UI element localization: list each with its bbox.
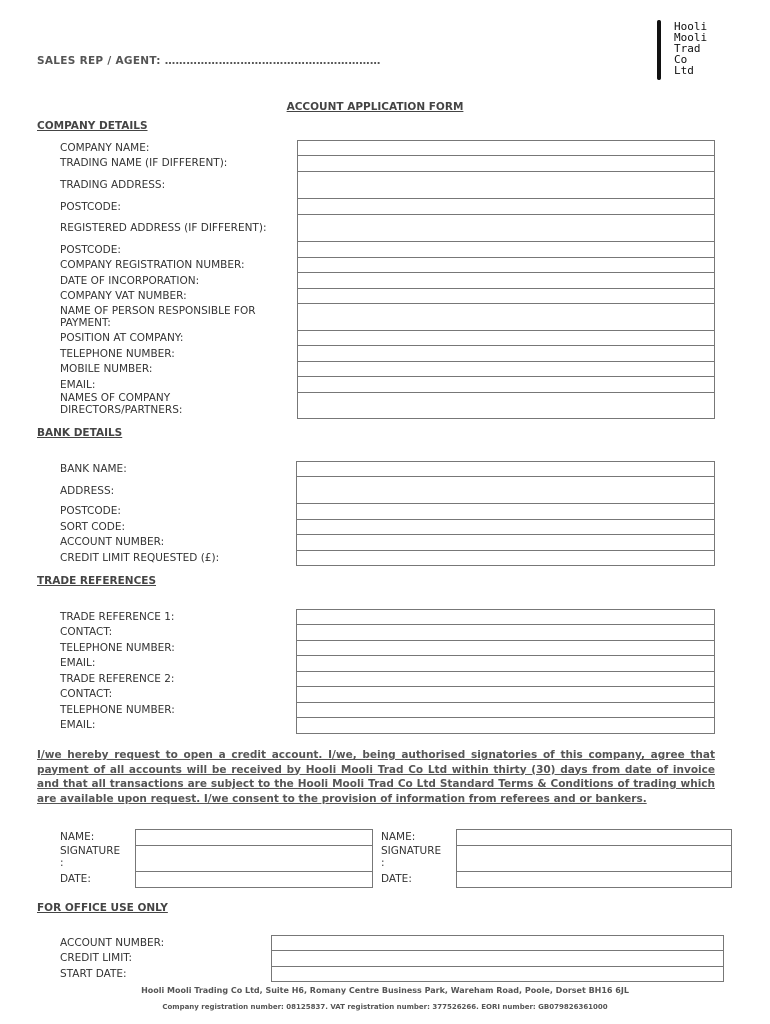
logo-line: Hooli [674, 20, 708, 33]
postcode-field[interactable] [297, 198, 715, 215]
responsible-person-label [60, 305, 256, 329]
directors-field[interactable] [297, 392, 715, 419]
declaration-text: I/we hereby request to open a credit account. I/we, being authorised signatories of this company, agree that payment of all accounts will be received by Hooli Mooli Trad Co Ltd within thirty (30) days from date of invoice and that all transactions are subject to the Hooli Mooli Trad Co Ltd Standard Terms & Conditions of trading which are available upon request. I/we consent to the provision of information from referees and or bankers. [37, 749, 715, 805]
directors-line-1: NAMES OF COMPANY [60, 392, 171, 404]
company-logo [657, 18, 727, 80]
sig-right-name-field[interactable] [456, 829, 732, 846]
responsible-line-2: PAYMENT: [60, 317, 111, 329]
sig-right-date-field[interactable] [456, 871, 732, 888]
position-label: POSITION AT COMPANY: [60, 332, 184, 344]
sig-left-date-label: DATE: [60, 873, 91, 885]
responsible-person-field[interactable] [297, 303, 715, 331]
footer-address: Hooli Mooli Trading Co Ltd, Suite H6, Romany Centre Business Park, Wareham Road, Poole, Dorset BH16 6JL [141, 986, 629, 995]
responsible-line-1: NAME OF PERSON RESPONSIBLE FOR [60, 305, 256, 317]
company-details-heading: COMPANY DETAILS [37, 120, 148, 132]
logo-line: Co [674, 53, 688, 66]
footer-registration: Company registration number: 08125837. VAT registration number: 377526266. EORI number: GB079826361000 [162, 1003, 608, 1011]
trading-name-field[interactable] [297, 155, 715, 172]
directors-label [60, 392, 182, 416]
trade-references-heading: TRADE REFERENCES [37, 575, 157, 587]
office-credit-limit-field[interactable] [271, 950, 724, 967]
contact-2-label: CONTACT: [60, 688, 113, 700]
position-field[interactable] [297, 330, 715, 346]
credit-limit-label: CREDIT LIMIT REQUESTED (£): [60, 552, 220, 564]
mobile-field[interactable] [297, 361, 715, 377]
trade-ref-1-label: TRADE REFERENCE 1: [60, 611, 175, 623]
trade-ref-2-field[interactable] [296, 671, 715, 687]
trade-email-1-field[interactable] [296, 655, 715, 672]
company-name-label: COMPANY NAME: [60, 142, 150, 154]
trading-name-label: TRADING NAME (IF DIFFERENT): [60, 157, 228, 169]
signature-word: SIGNATURE [60, 845, 121, 857]
telephone-field[interactable] [297, 345, 715, 362]
trade-tel-1-field[interactable] [296, 640, 715, 656]
incorporation-date-label: DATE OF INCORPORATION: [60, 275, 200, 287]
account-number-label: ACCOUNT NUMBER: [60, 536, 165, 548]
account-number-field[interactable] [296, 534, 715, 551]
signature-colon: : [60, 857, 64, 869]
postcode-label: POSTCODE: [60, 201, 121, 213]
registered-postcode-label: POSTCODE: [60, 244, 121, 256]
email-field[interactable] [297, 376, 715, 393]
contact-1-field[interactable] [296, 624, 715, 641]
sig-right-signature-field[interactable] [456, 845, 732, 872]
form-title: ACCOUNT APPLICATION FORM [286, 101, 464, 113]
bank-name-label: BANK NAME: [60, 463, 127, 475]
registered-postcode-field[interactable] [297, 241, 715, 258]
contact-2-field[interactable] [296, 686, 715, 703]
sig-right-name-label: NAME: [381, 831, 416, 843]
contact-1-label: CONTACT: [60, 626, 113, 638]
trade-ref-1-field[interactable] [296, 609, 715, 625]
office-start-date-label: START DATE: [60, 968, 127, 980]
trade-email-2-field[interactable] [296, 717, 715, 734]
trade-email-2-label: EMAIL: [60, 719, 96, 731]
trade-tel-1-label: TELEPHONE NUMBER: [60, 642, 175, 654]
sig-right-date-label: DATE: [381, 873, 412, 885]
office-account-number-field[interactable] [271, 935, 724, 951]
sig-left-name-label: NAME: [60, 831, 95, 843]
trading-address-label: TRADING ADDRESS: [60, 179, 166, 191]
sig-left-signature-field[interactable] [135, 845, 373, 872]
sort-code-field[interactable] [296, 519, 715, 535]
directors-line-2: DIRECTORS/PARTNERS: [60, 404, 183, 416]
company-name-field[interactable] [297, 140, 715, 156]
incorporation-date-field[interactable] [297, 272, 715, 289]
office-use-heading: FOR OFFICE USE ONLY [37, 902, 168, 914]
sig-left-name-field[interactable] [135, 829, 373, 846]
trade-tel-2-label: TELEPHONE NUMBER: [60, 704, 175, 716]
sales-rep-line: SALES REP / AGENT: …………………………………………………… [37, 55, 381, 67]
signature-colon: : [381, 857, 385, 869]
sig-left-date-field[interactable] [135, 871, 373, 888]
logo-line: Ltd [674, 64, 694, 77]
signature-word: SIGNATURE [381, 845, 442, 857]
vat-number-label: COMPANY VAT NUMBER: [60, 290, 187, 302]
sig-left-signature-label [60, 845, 120, 869]
logo-bar [657, 20, 661, 80]
bank-address-field[interactable] [296, 476, 715, 504]
trade-ref-2-label: TRADE REFERENCE 2: [60, 673, 175, 685]
registration-number-field[interactable] [297, 257, 715, 273]
trade-tel-2-field[interactable] [296, 702, 715, 718]
registration-number-label: COMPANY REGISTRATION NUMBER: [60, 259, 245, 271]
office-credit-limit-label: CREDIT LIMIT: [60, 952, 133, 964]
bank-address-label: ADDRESS: [60, 485, 115, 497]
bank-postcode-label: POSTCODE: [60, 505, 121, 517]
logo-line: Mooli [674, 31, 708, 44]
credit-limit-field[interactable] [296, 550, 715, 566]
telephone-label: TELEPHONE NUMBER: [60, 348, 175, 360]
trade-email-1-label: EMAIL: [60, 657, 96, 669]
office-account-number-label: ACCOUNT NUMBER: [60, 937, 165, 949]
office-start-date-field[interactable] [271, 966, 724, 982]
email-label: EMAIL: [60, 379, 96, 391]
registered-address-field[interactable] [297, 214, 715, 242]
sort-code-label: SORT CODE: [60, 521, 126, 533]
sig-right-signature-label [381, 845, 441, 869]
trading-address-field[interactable] [297, 171, 715, 199]
mobile-label: MOBILE NUMBER: [60, 363, 153, 375]
logo-line: Trad [674, 42, 701, 55]
vat-number-field[interactable] [297, 288, 715, 304]
bank-postcode-field[interactable] [296, 503, 715, 520]
bank-name-field[interactable] [296, 461, 715, 477]
bank-details-heading: BANK DETAILS [37, 427, 123, 439]
registered-address-label: REGISTERED ADDRESS (IF DIFFERENT): [60, 222, 267, 234]
